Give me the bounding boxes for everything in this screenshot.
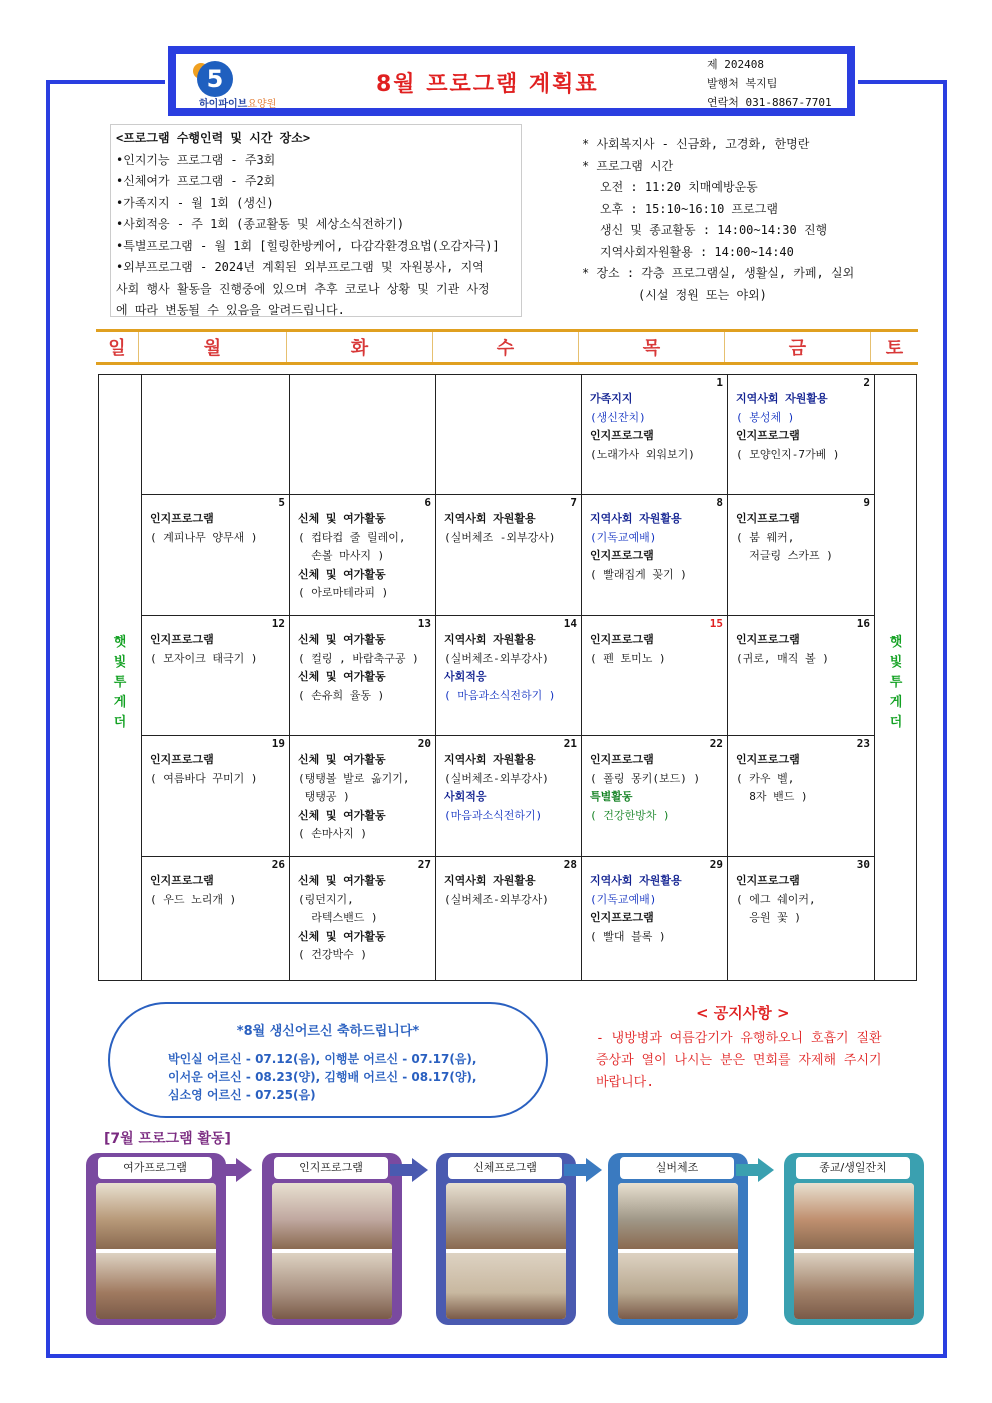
day-number <box>298 375 431 390</box>
calendar-day-cell <box>436 495 582 616</box>
program-entry: (링던지기, <box>298 892 354 906</box>
day-number <box>444 375 577 390</box>
program-entry: 인지프로그램 <box>150 753 214 766</box>
calendar-day-cell <box>142 857 290 980</box>
program-entry: 신체 및 여가활동 <box>298 633 386 646</box>
activity-card <box>436 1153 576 1325</box>
program-entry: (실버체조-외부강사) <box>444 771 549 785</box>
issue-meta: 제 202408 발행처 복지팀 연락처 031-8867-7701 <box>707 58 832 109</box>
activity-label: 신체프로그램 <box>446 1155 564 1181</box>
calendar-day-cell <box>582 857 728 980</box>
day-number: 15 <box>709 617 723 630</box>
program-entry: ( 마음과소식전하기 ) <box>444 688 556 702</box>
day-number: 12 <box>271 617 285 630</box>
day-number: 1 <box>716 376 723 389</box>
activity-photo <box>794 1183 914 1319</box>
birthday-box <box>108 1002 548 1118</box>
program-entry: (마음과소식전하기) <box>444 808 543 822</box>
program-entry: (노래가사 외워보기) <box>590 447 695 461</box>
program-entry: 지역사회 자원활용 <box>444 753 536 766</box>
program-entry: ( 카우 벨, <box>736 771 795 785</box>
calendar-day-cell <box>290 495 436 616</box>
program-entry: 라텍스밴드 ) <box>298 911 378 924</box>
calendar-day-cell <box>290 857 436 980</box>
calendar-day-cell <box>142 736 290 857</box>
weekday-header <box>96 329 918 365</box>
calendar-day-cell <box>436 375 582 495</box>
day-number: 14 <box>563 617 577 630</box>
day-number: 6 <box>424 496 431 509</box>
calendar-day-cell <box>436 736 582 857</box>
calendar-day-cell <box>290 375 436 495</box>
page-title: 8월 프로그램 계획표 <box>376 72 599 97</box>
program-entry: (실버체조 -외부강사) <box>444 530 556 544</box>
program-entry: (기독교예배) <box>590 892 657 906</box>
program-entry: 신체 및 여가활동 <box>298 512 386 525</box>
calendar-day-cell <box>582 375 728 495</box>
day-mon: 월 <box>139 332 287 362</box>
birthday-line: 이서운 어르신 - 08.23(양), 김행배 어르신 - 08.17(양), <box>168 1070 477 1084</box>
program-entry: 인지프로그램 <box>590 549 654 562</box>
program-entry: ( 손유희 율동 ) <box>298 688 385 702</box>
program-entry: 인지프로그램 <box>736 512 800 525</box>
notice-body: - 냉방병과 여름감기가 유행하오니 호흡기 질환 증상과 열이 나시는 분은 면회를 자제해 주시기 바랍니다. <box>596 1031 882 1090</box>
day-number: 26 <box>271 858 285 871</box>
program-entry: 지역사회 자원활용 <box>444 874 536 887</box>
program-entry: ( 손마사지 ) <box>298 827 367 840</box>
day-number: 5 <box>278 496 285 509</box>
program-entry: 신체 및 여가활동 <box>298 874 386 887</box>
activity-card <box>262 1153 402 1325</box>
birthday-title: *8월 생신어르신 축하드립니다* <box>236 1024 420 1039</box>
program-entry: ( 우드 노리개 ) <box>150 892 237 906</box>
program-info-right: * 사회복지사 - 신금화, 고경화, 한명란 * 프로그램 시간 오전 : 11:20 치매예방운동 오후 : 15:10~16:10 프로그램 생신 및 종교활동 : 14:00~14:30 진행 지역사회자원활용 : 14:00~14:40 * 장소 : 각층 프로그램실, 생활실, 카페, 실외 (시설 정원 또는 야외) <box>582 137 855 302</box>
program-entry: 저글링 스카프 ) <box>736 549 833 562</box>
logo: 5 하이파이브요양원 <box>193 61 313 109</box>
program-entry: 인지프로그램 <box>736 753 800 766</box>
day-number: 23 <box>856 737 870 750</box>
program-entry: 인지프로그램 <box>736 633 800 646</box>
sun-column <box>99 375 142 980</box>
day-number: 8 <box>716 496 723 509</box>
notice-title: < 공지사항 > <box>696 1004 790 1022</box>
program-entry: ( 계피나무 양무새 ) <box>150 530 258 544</box>
program-entry: 신체 및 여가활동 <box>298 929 386 943</box>
program-entry: 지역사회 자원활용 <box>590 512 682 525</box>
program-entry: 신체 및 여가활동 <box>298 753 386 766</box>
activity-card <box>784 1153 924 1325</box>
program-entry: 인지프로그램 <box>150 633 214 646</box>
sat-column <box>874 375 917 980</box>
day-number: 30 <box>856 858 870 871</box>
activity-card <box>608 1153 748 1325</box>
activity-label: 종교/생일잔치 <box>794 1155 912 1181</box>
program-entry: (생신잔치) <box>590 410 646 424</box>
day-number: 27 <box>417 858 431 871</box>
program-entry: ( 아로마테라피 ) <box>298 586 389 599</box>
program-entry: 신체 및 여가활동 <box>298 670 386 683</box>
program-entry: 인지프로그램 <box>590 911 654 924</box>
program-entry: 가족지지 <box>590 392 633 405</box>
activity-photo <box>96 1183 216 1319</box>
program-entry: 인지프로그램 <box>150 512 214 525</box>
calendar-day-cell <box>436 857 582 980</box>
day-number: 22 <box>709 737 723 750</box>
calendar-day-cell <box>728 857 874 980</box>
program-entry: 사회적응 <box>444 670 487 683</box>
calendar-day-cell <box>142 375 290 495</box>
day-number: 2 <box>863 376 870 389</box>
program-entry: ( 빨대 블록 ) <box>590 929 666 943</box>
day-thu: 목 <box>579 332 725 362</box>
day-sun: 일 <box>96 332 139 362</box>
program-entry: 지역사회 자원활용 <box>590 874 682 887</box>
day-number: 21 <box>563 737 577 750</box>
activity-photo <box>272 1183 392 1319</box>
day-number: 9 <box>863 496 870 509</box>
program-entry: ( 에그 쉐이커, <box>736 892 816 906</box>
calendar-day-cell <box>290 736 436 857</box>
program-entry: ( 건강박수 ) <box>298 948 367 961</box>
program-entry: 인지프로그램 <box>590 429 654 442</box>
calendar-day-cell <box>436 616 582 736</box>
program-entry: ( 컬링 , 바람축구공 ) <box>298 651 419 665</box>
program-entry: 지역사회 자원활용 <box>444 512 536 525</box>
program-entry: 지역사회 자원활용 <box>444 633 536 646</box>
calendar-day-cell <box>728 616 874 736</box>
header-banner <box>168 46 855 116</box>
program-entry: 인지프로그램 <box>736 874 800 887</box>
day-number: 7 <box>570 496 577 509</box>
program-entry: (기독교예배) <box>590 530 657 544</box>
day-sat: 토 <box>885 338 904 359</box>
calendar-day-cell <box>728 375 874 495</box>
program-entry: 특별활동 <box>590 790 633 803</box>
program-entry: 인지프로그램 <box>590 633 654 646</box>
program-entry: 지역사회 자원활용 <box>736 392 828 405</box>
calendar-day-cell <box>142 616 290 736</box>
birthday-line: 박인실 어르신 - 07.12(음), 이행분 어르신 - 07.17(음), <box>168 1052 477 1066</box>
day-number <box>150 375 285 390</box>
side-label-left: 햇 빛 투 게 더 <box>113 635 127 730</box>
day-number: 19 <box>271 737 285 750</box>
activity-photo <box>618 1183 738 1319</box>
day-number: 16 <box>856 617 870 630</box>
program-entry: ( 건강한방차 ) <box>590 808 670 822</box>
calendar-day-cell <box>142 495 290 616</box>
program-entry: ( 빨래집게 꽂기 ) <box>590 567 687 581</box>
day-number: 29 <box>709 858 723 871</box>
calendar-day-cell <box>728 736 874 857</box>
day-number: 20 <box>417 737 431 750</box>
program-entry: ( 모자이크 태극기 ) <box>150 651 258 665</box>
program-entry: 인지프로그램 <box>590 753 654 766</box>
program-entry: (실버체조-외부강사) <box>444 892 549 906</box>
program-entry: 응원 꽃 ) <box>736 911 801 924</box>
program-entry: 탱탱공 ) <box>298 790 350 803</box>
activity-label: 실버체조 <box>618 1155 736 1181</box>
program-entry: 신체 및 여가활동 <box>298 567 386 581</box>
program-entry: 사회적응 <box>444 790 487 803</box>
calendar-day-cell <box>582 495 728 616</box>
program-entry: ( 모양인지-7가베 ) <box>736 447 840 461</box>
program-entry: 손볼 마사지 ) <box>298 549 385 562</box>
program-entry: ( 컵타컵 줄 릴레이, <box>298 530 406 544</box>
side-label-right: 햇 빛 투 게 더 <box>889 635 903 730</box>
day-number: 28 <box>563 858 577 871</box>
day-wed: 수 <box>433 332 579 362</box>
program-entry: 신체 및 여가활동 <box>298 808 386 822</box>
birthday-line: 심소영 어르신 - 07.25(음) <box>168 1088 316 1102</box>
activity-label: 여가프로그램 <box>96 1155 214 1181</box>
program-entry: (탱탱볼 발로 옮기기, <box>298 771 410 785</box>
calendar-day-cell <box>290 616 436 736</box>
program-entry: ( 폴링 몽키(보드) ) <box>590 771 701 785</box>
activity-card <box>86 1153 226 1325</box>
day-number: 13 <box>417 617 431 630</box>
july-activities-title: [7월 프로그램 활동] <box>104 1131 231 1147</box>
activity-label: 인지프로그램 <box>272 1155 390 1181</box>
program-entry: ( 여름바다 꾸미기 ) <box>150 771 258 785</box>
calendar-day-cell <box>728 495 874 616</box>
day-fri: 금 <box>725 332 871 362</box>
program-entry: ( 펜 토미노 ) <box>590 651 666 665</box>
program-entry: ( 붐 웨커, <box>736 530 795 544</box>
program-entry: 8자 밴드 ) <box>736 790 808 803</box>
calendar-day-cell <box>582 736 728 857</box>
program-entry: (귀로, 매직 볼 ) <box>736 651 829 665</box>
activity-photo <box>446 1183 566 1319</box>
program-info-left: <프로그램 수행인력 및 시간 장소> •인지기능 프로그램 - 주3회 •신체여가 프로그램 - 주2회 •가족지지 - 월 1회 (생신) •사회적응 - 주 1회 (종교활동 및 세상소식전하기) •특별프로그램 - 월 1회 [힐링한방케어, 다감각환경요법(오감자극)] •외부프로그램 - 2024년 계획된 외부프로그램 및 자원봉사, 지역 사회 행사 활동을 진행중에 있으며 추후 코로나 상황 및 기관 사정 에 따라 변동될 수 있음을 알려드립니다. <box>110 124 522 317</box>
day-tue: 화 <box>287 332 433 362</box>
program-entry: ( 봉성체 ) <box>736 410 795 424</box>
calendar-grid <box>98 374 917 981</box>
program-entry: 인지프로그램 <box>150 874 214 887</box>
calendar-day-cell <box>582 616 728 736</box>
program-entry: (실버체조-외부강사) <box>444 651 549 665</box>
program-entry: 인지프로그램 <box>736 429 800 442</box>
